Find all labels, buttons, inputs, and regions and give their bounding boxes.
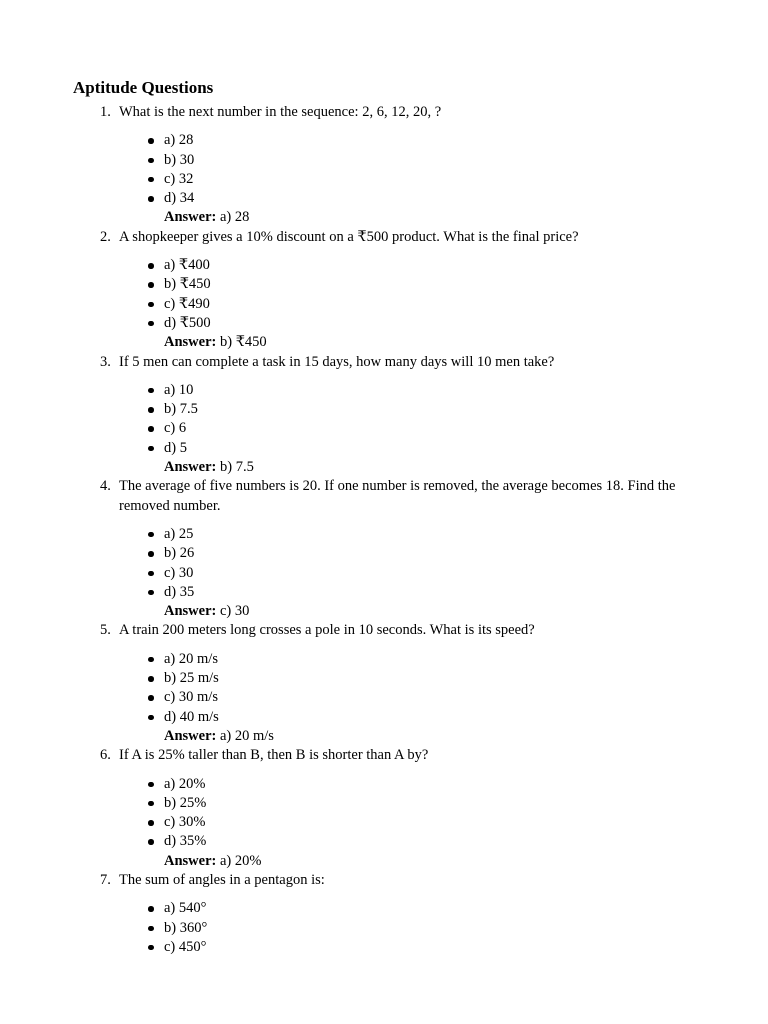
answer-label: Answer: [164, 459, 217, 476]
option-item: c) 30 m/s [164, 688, 713, 707]
option-list [119, 131, 713, 208]
option-list [119, 381, 713, 458]
question-item [73, 353, 713, 478]
question-number: 3. [100, 353, 111, 370]
answer-label: Answer: [164, 727, 217, 744]
answer-label: Answer: [164, 334, 217, 351]
answer-value: b) ₹450 [219, 334, 267, 351]
question-text: If 5 men can complete a task in 15 days, how many days will 10 men take? [119, 353, 555, 370]
answer-line [119, 852, 713, 871]
option-list [119, 775, 713, 852]
document-title: Aptitude Questions [73, 78, 214, 97]
option-item: d) 35 [164, 583, 713, 602]
option-item: c) 32 [164, 170, 713, 189]
question-list [73, 103, 713, 957]
question-item [73, 746, 713, 871]
option-list [119, 525, 713, 602]
option-item: b) 7.5 [164, 400, 713, 419]
answer-line [119, 208, 713, 227]
question-text: The sum of angles in a pentagon is: [119, 871, 325, 888]
option-item: a) ₹400 [164, 256, 713, 275]
answer-value: c) 30 [219, 603, 250, 620]
option-item: d) 5 [164, 439, 713, 458]
option-item: a) 10 [164, 381, 713, 400]
option-item: c) 30% [164, 813, 713, 832]
answer-line [119, 602, 713, 621]
option-list [119, 256, 713, 333]
option-list [119, 650, 713, 727]
question-text: A train 200 meters long crosses a pole in 10 seconds. What is its speed? [119, 622, 535, 639]
option-item: b) 360° [164, 919, 713, 938]
answer-line [119, 727, 713, 746]
option-list [119, 899, 713, 957]
question-text: What is the next number in the sequence: 2, 6, 12, 20, ? [119, 104, 442, 120]
question-text: A shopkeeper gives a 10% discount on a ₹500 product. What is the final price? [119, 228, 579, 245]
option-item: c) 6 [164, 419, 713, 438]
question-item [73, 871, 713, 957]
answer-line [119, 333, 713, 352]
option-item: c) 450° [164, 938, 713, 957]
option-item: a) 20 m/s [164, 650, 713, 669]
answer-label: Answer: [164, 603, 217, 620]
option-item: b) 25% [164, 794, 713, 813]
option-item: d) 34 [164, 189, 713, 208]
option-item: b) ₹450 [164, 275, 713, 294]
question-item [73, 477, 713, 621]
option-item: a) 25 [164, 525, 713, 544]
option-item: d) 35% [164, 832, 713, 851]
option-item: a) 28 [164, 131, 713, 150]
question-number: 5. [100, 622, 111, 639]
question-number: 1. [100, 104, 111, 120]
question-number: 4. [100, 478, 111, 495]
option-item: a) 20% [164, 775, 713, 794]
question-item [73, 103, 713, 228]
question-item [73, 621, 713, 746]
answer-value: a) 20% [219, 852, 262, 869]
question-text: If A is 25% taller than B, then B is shorter than A by? [119, 747, 429, 764]
option-item: b) 30 [164, 151, 713, 170]
option-item: c) 30 [164, 564, 713, 583]
option-item: b) 25 m/s [164, 669, 713, 688]
option-item: c) ₹490 [164, 295, 713, 314]
question-number: 6. [100, 747, 111, 764]
option-item: b) 26 [164, 544, 713, 563]
question-number: 2. [100, 228, 111, 245]
answer-label: Answer: [164, 852, 217, 869]
answer-value: a) 20 m/s [219, 727, 274, 744]
answer-line [119, 458, 713, 477]
option-item: d) ₹500 [164, 314, 713, 333]
question-text: The average of five numbers is 20. If one number is removed, the average becomes 18. Find the removed number. [119, 478, 676, 514]
answer-value: b) 7.5 [219, 459, 254, 476]
option-item: a) 540° [164, 899, 713, 918]
question-item [73, 228, 713, 353]
option-item: d) 40 m/s [164, 708, 713, 727]
question-number: 7. [100, 871, 111, 888]
answer-label: Answer: [164, 209, 217, 226]
answer-value: a) 28 [219, 209, 250, 226]
